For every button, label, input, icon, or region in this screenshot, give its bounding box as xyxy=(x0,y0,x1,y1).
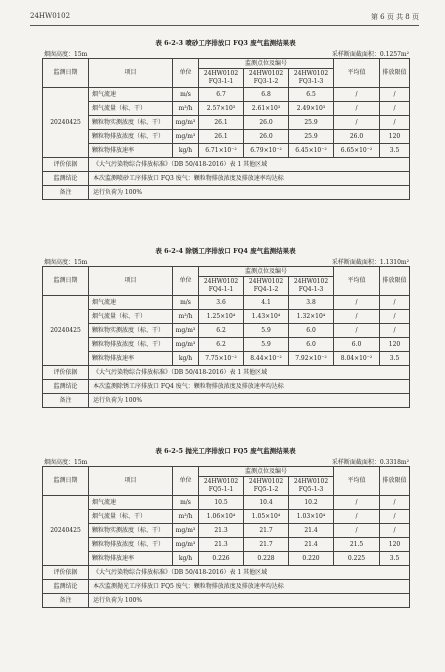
col-item: 项目 xyxy=(89,467,173,496)
col-points-group: 监测点位及编号 xyxy=(199,467,334,477)
col-date: 监测日期 xyxy=(43,59,89,88)
table-meta xyxy=(42,256,409,266)
col-points-group: 监测点位及编号 xyxy=(199,59,334,69)
table-row xyxy=(43,352,410,366)
value-point-2: 6.8 xyxy=(244,88,289,102)
data-unit: m/s xyxy=(173,296,199,310)
value-point-2: 5.9 xyxy=(244,324,289,338)
value-point-1: 1.25×10⁴ xyxy=(199,310,244,324)
value-avg: / xyxy=(334,116,380,130)
basis-text: 《大气污染物综合排放标准》（DB 50/418-2016）表 1 其他区域 xyxy=(89,566,410,580)
value-avg: 21.5 xyxy=(334,538,380,552)
value-limit: 120 xyxy=(380,338,410,352)
value-limit: / xyxy=(380,102,410,116)
data-item: 颗粒物排放速率 xyxy=(89,552,173,566)
col-unit: 单位 xyxy=(173,267,199,296)
monitor-date: 20240425 xyxy=(43,296,89,366)
value-point-3: 2.49×10³ xyxy=(289,102,334,116)
basis-row xyxy=(43,366,410,380)
data-unit: mg/m³ xyxy=(173,338,199,352)
monitor-date: 20240425 xyxy=(43,496,89,566)
report-number: 24HW0102 xyxy=(30,12,71,20)
data-unit: mg/m³ xyxy=(173,524,199,538)
conclusion-row xyxy=(43,580,410,594)
stack-height: 烟囱高度：15m xyxy=(44,459,88,466)
col-point-1: 24HW0102 FQ3-1-1 xyxy=(199,69,244,88)
basis-label: 评价依据 xyxy=(43,566,89,580)
result-table xyxy=(42,58,410,200)
stack-height: 烟囱高度：15m xyxy=(44,259,88,266)
remark-row xyxy=(43,594,410,608)
remark-label: 备注 xyxy=(43,186,89,200)
value-point-3: 25.9 xyxy=(289,116,334,130)
value-point-3: 10.2 xyxy=(289,496,334,510)
value-point-2: 10.4 xyxy=(244,496,289,510)
data-unit: kg/h xyxy=(173,352,199,366)
data-item: 颗粒物实测浓度（标、干） xyxy=(89,324,173,338)
table-row xyxy=(43,324,410,338)
data-item: 颗粒物排放浓度（标、干） xyxy=(89,338,173,352)
table-row xyxy=(43,130,410,144)
col-unit: 单位 xyxy=(173,467,199,496)
conclusion-row xyxy=(43,172,410,186)
table-row xyxy=(43,310,410,324)
value-point-1: 2.57×10³ xyxy=(199,102,244,116)
table-row xyxy=(43,88,410,102)
value-limit: / xyxy=(380,496,410,510)
value-avg: 6.65×10⁻² xyxy=(334,144,380,158)
data-item: 颗粒物实测浓度（标、干） xyxy=(89,116,173,130)
value-point-2: 26.0 xyxy=(244,130,289,144)
col-point-3: 24HW0102 FQ5-1-3 xyxy=(289,477,334,496)
conclusion-label: 监测结论 xyxy=(43,580,89,594)
table-title: 表 6-2-4 除锈工序排放口 FQ4 废气监测结果表 xyxy=(155,247,296,255)
conclusion-row xyxy=(43,380,410,394)
value-limit: 3.5 xyxy=(380,352,410,366)
data-item: 烟气流速 xyxy=(89,296,173,310)
remark-row xyxy=(43,186,410,200)
value-limit: 3.5 xyxy=(380,552,410,566)
value-point-3: 1.03×10⁴ xyxy=(289,510,334,524)
value-limit: / xyxy=(380,88,410,102)
result-table xyxy=(42,266,410,408)
value-limit: / xyxy=(380,116,410,130)
col-point-1: 24HW0102 FQ5-1-1 xyxy=(199,477,244,496)
value-limit: / xyxy=(380,324,410,338)
col-point-2: 24HW0102 FQ3-1-2 xyxy=(244,69,289,88)
data-unit: mg/m³ xyxy=(173,130,199,144)
table-title: 表 6-2-3 喷砂工序排放口 FQ3 废气监测结果表 xyxy=(155,39,296,47)
data-unit: mg/m³ xyxy=(173,324,199,338)
value-point-2: 1.43×10⁴ xyxy=(244,310,289,324)
table-meta xyxy=(42,456,409,466)
col-point-3: 24HW0102 FQ4-1-3 xyxy=(289,277,334,296)
col-limit: 排放限值 xyxy=(380,267,410,296)
value-point-3: 1.32×10⁴ xyxy=(289,310,334,324)
data-unit: m/s xyxy=(173,88,199,102)
col-date: 监测日期 xyxy=(43,467,89,496)
col-limit: 排放限值 xyxy=(380,59,410,88)
page-number: 第 6 页 共 8 页 xyxy=(370,13,419,21)
col-point-2: 24HW0102 FQ4-1-2 xyxy=(244,277,289,296)
col-item: 项目 xyxy=(89,267,173,296)
data-item: 颗粒物排放浓度（标、干） xyxy=(89,130,173,144)
result-table-section xyxy=(42,246,409,408)
remark-label: 备注 xyxy=(43,594,89,608)
header-row xyxy=(43,467,410,477)
value-point-1: 10.5 xyxy=(199,496,244,510)
remark-text: 运行负荷为 100% xyxy=(89,594,410,608)
col-avg: 平均值 xyxy=(334,59,380,88)
col-avg: 平均值 xyxy=(334,467,380,496)
value-point-2: 5.9 xyxy=(244,338,289,352)
header-row xyxy=(43,59,410,69)
data-unit: kg/h xyxy=(173,552,199,566)
header-divider xyxy=(30,25,419,26)
section-area: 采样断面截面积：1.1310m² xyxy=(331,259,409,266)
data-item: 烟气流速 xyxy=(89,496,173,510)
data-item: 烟气流量（标、干） xyxy=(89,102,173,116)
data-unit: kg/h xyxy=(173,144,199,158)
table-row xyxy=(43,496,410,510)
value-point-1: 6.2 xyxy=(199,338,244,352)
data-unit: m³/h xyxy=(173,102,199,116)
basis-text: 《大气污染物综合排放标准》（DB 50/418-2016）表 1 其他区域 xyxy=(89,158,410,172)
result-table-section xyxy=(42,446,409,608)
value-point-3: 6.5 xyxy=(289,88,334,102)
remark-text: 运行负荷为 100% xyxy=(89,394,410,408)
table-row xyxy=(43,552,410,566)
data-unit: mg/m³ xyxy=(173,116,199,130)
value-point-1: 6.7 xyxy=(199,88,244,102)
conclusion-label: 监测结论 xyxy=(43,380,89,394)
data-item: 颗粒物排放速率 xyxy=(89,352,173,366)
col-date: 监测日期 xyxy=(43,267,89,296)
remark-label: 备注 xyxy=(43,394,89,408)
result-table xyxy=(42,466,410,608)
data-item: 烟气流量（标、干） xyxy=(89,510,173,524)
col-limit: 排放限值 xyxy=(380,467,410,496)
value-avg: / xyxy=(334,324,380,338)
value-point-2: 0.228 xyxy=(244,552,289,566)
value-point-2: 1.05×10⁴ xyxy=(244,510,289,524)
conclusion-text: 本次监测除锈工序排放口 FQ4 废气：颗粒物排放浓度及排放速率均达标 xyxy=(89,380,410,394)
value-point-2: 8.44×10⁻² xyxy=(244,352,289,366)
data-item: 烟气流速 xyxy=(89,88,173,102)
table-row xyxy=(43,510,410,524)
table-row xyxy=(43,144,410,158)
value-point-1: 0.226 xyxy=(199,552,244,566)
value-avg: / xyxy=(334,88,380,102)
value-point-2: 4.1 xyxy=(244,296,289,310)
remark-text: 运行负荷为 100% xyxy=(89,186,410,200)
basis-label: 评价依据 xyxy=(43,366,89,380)
value-point-3: 3.8 xyxy=(289,296,334,310)
table-row xyxy=(43,116,410,130)
table-row xyxy=(43,296,410,310)
basis-label: 评价依据 xyxy=(43,158,89,172)
col-point-3: 24HW0102 FQ3-1-3 xyxy=(289,69,334,88)
value-avg: / xyxy=(334,524,380,538)
col-points-group: 监测点位及编号 xyxy=(199,267,334,277)
table-row xyxy=(43,102,410,116)
value-limit: / xyxy=(380,524,410,538)
value-point-3: 6.0 xyxy=(289,338,334,352)
value-avg: / xyxy=(334,296,380,310)
table-title: 表 6-2-5 抛光工序排放口 FQ5 废气监测结果表 xyxy=(155,447,296,455)
value-avg: / xyxy=(334,510,380,524)
section-area: 采样断面截面积：0.1257m² xyxy=(331,51,409,58)
value-avg: 26.0 xyxy=(334,130,380,144)
value-avg: 6.0 xyxy=(334,338,380,352)
header-row xyxy=(43,267,410,277)
basis-row xyxy=(43,158,410,172)
value-point-1: 7.75×10⁻² xyxy=(199,352,244,366)
col-avg: 平均值 xyxy=(334,267,380,296)
value-point-3: 25.9 xyxy=(289,130,334,144)
monitor-date: 20240425 xyxy=(43,88,89,158)
page-header xyxy=(30,12,419,26)
value-point-3: 7.92×10⁻² xyxy=(289,352,334,366)
value-point-1: 26.1 xyxy=(199,116,244,130)
result-table-section xyxy=(42,38,409,200)
value-point-1: 6.2 xyxy=(199,324,244,338)
data-item: 烟气流量（标、干） xyxy=(89,310,173,324)
value-point-2: 21.7 xyxy=(244,524,289,538)
col-unit: 单位 xyxy=(173,59,199,88)
value-avg: / xyxy=(334,496,380,510)
value-point-3: 0.220 xyxy=(289,552,334,566)
col-point-1: 24HW0102 FQ4-1-1 xyxy=(199,277,244,296)
remark-row xyxy=(43,394,410,408)
value-point-2: 26.0 xyxy=(244,116,289,130)
value-limit: 120 xyxy=(380,538,410,552)
conclusion-text: 本次监测喷砂工序排放口 FQ3 废气：颗粒物排放浓度及排放速率均达标 xyxy=(89,172,410,186)
value-point-1: 6.71×10⁻² xyxy=(199,144,244,158)
section-area: 采样断面截面积：0.3318m² xyxy=(331,459,409,466)
basis-text: 《大气污染物综合排放标准》（DB 50/418-2016）表 1 其他区域 xyxy=(89,366,410,380)
table-meta xyxy=(42,48,409,58)
basis-row xyxy=(43,566,410,580)
data-unit: m/s xyxy=(173,496,199,510)
table-row xyxy=(43,538,410,552)
data-item: 颗粒物排放速率 xyxy=(89,144,173,158)
value-avg: / xyxy=(334,102,380,116)
value-limit: / xyxy=(380,310,410,324)
value-point-3: 6.0 xyxy=(289,324,334,338)
data-item: 颗粒物排放浓度（标、干） xyxy=(89,538,173,552)
conclusion-text: 本次监测抛光工序排放口 FQ5 废气：颗粒物排放浓度及排放速率均达标 xyxy=(89,580,410,594)
value-point-3: 6.45×10⁻² xyxy=(289,144,334,158)
value-point-1: 21.3 xyxy=(199,538,244,552)
value-point-3: 21.4 xyxy=(289,538,334,552)
data-unit: mg/m³ xyxy=(173,538,199,552)
value-avg: 0.225 xyxy=(334,552,380,566)
value-avg: 8.04×10⁻² xyxy=(334,352,380,366)
value-point-1: 1.06×10⁴ xyxy=(199,510,244,524)
value-point-3: 21.4 xyxy=(289,524,334,538)
table-row xyxy=(43,338,410,352)
value-point-2: 21.7 xyxy=(244,538,289,552)
value-limit: 120 xyxy=(380,130,410,144)
data-unit: m³/h xyxy=(173,310,199,324)
value-limit: / xyxy=(380,296,410,310)
value-point-1: 21.3 xyxy=(199,524,244,538)
data-item: 颗粒物实测浓度（标、干） xyxy=(89,524,173,538)
stack-height: 烟囱高度：15m xyxy=(44,51,88,58)
value-limit: 3.5 xyxy=(380,144,410,158)
table-row xyxy=(43,524,410,538)
value-point-2: 6.79×10⁻² xyxy=(244,144,289,158)
value-point-2: 2.61×10³ xyxy=(244,102,289,116)
value-point-1: 3.6 xyxy=(199,296,244,310)
col-item: 项目 xyxy=(89,59,173,88)
conclusion-label: 监测结论 xyxy=(43,172,89,186)
col-point-2: 24HW0102 FQ5-1-2 xyxy=(244,477,289,496)
value-limit: / xyxy=(380,510,410,524)
value-avg: / xyxy=(334,310,380,324)
value-point-1: 26.1 xyxy=(199,130,244,144)
data-unit: m³/h xyxy=(173,510,199,524)
